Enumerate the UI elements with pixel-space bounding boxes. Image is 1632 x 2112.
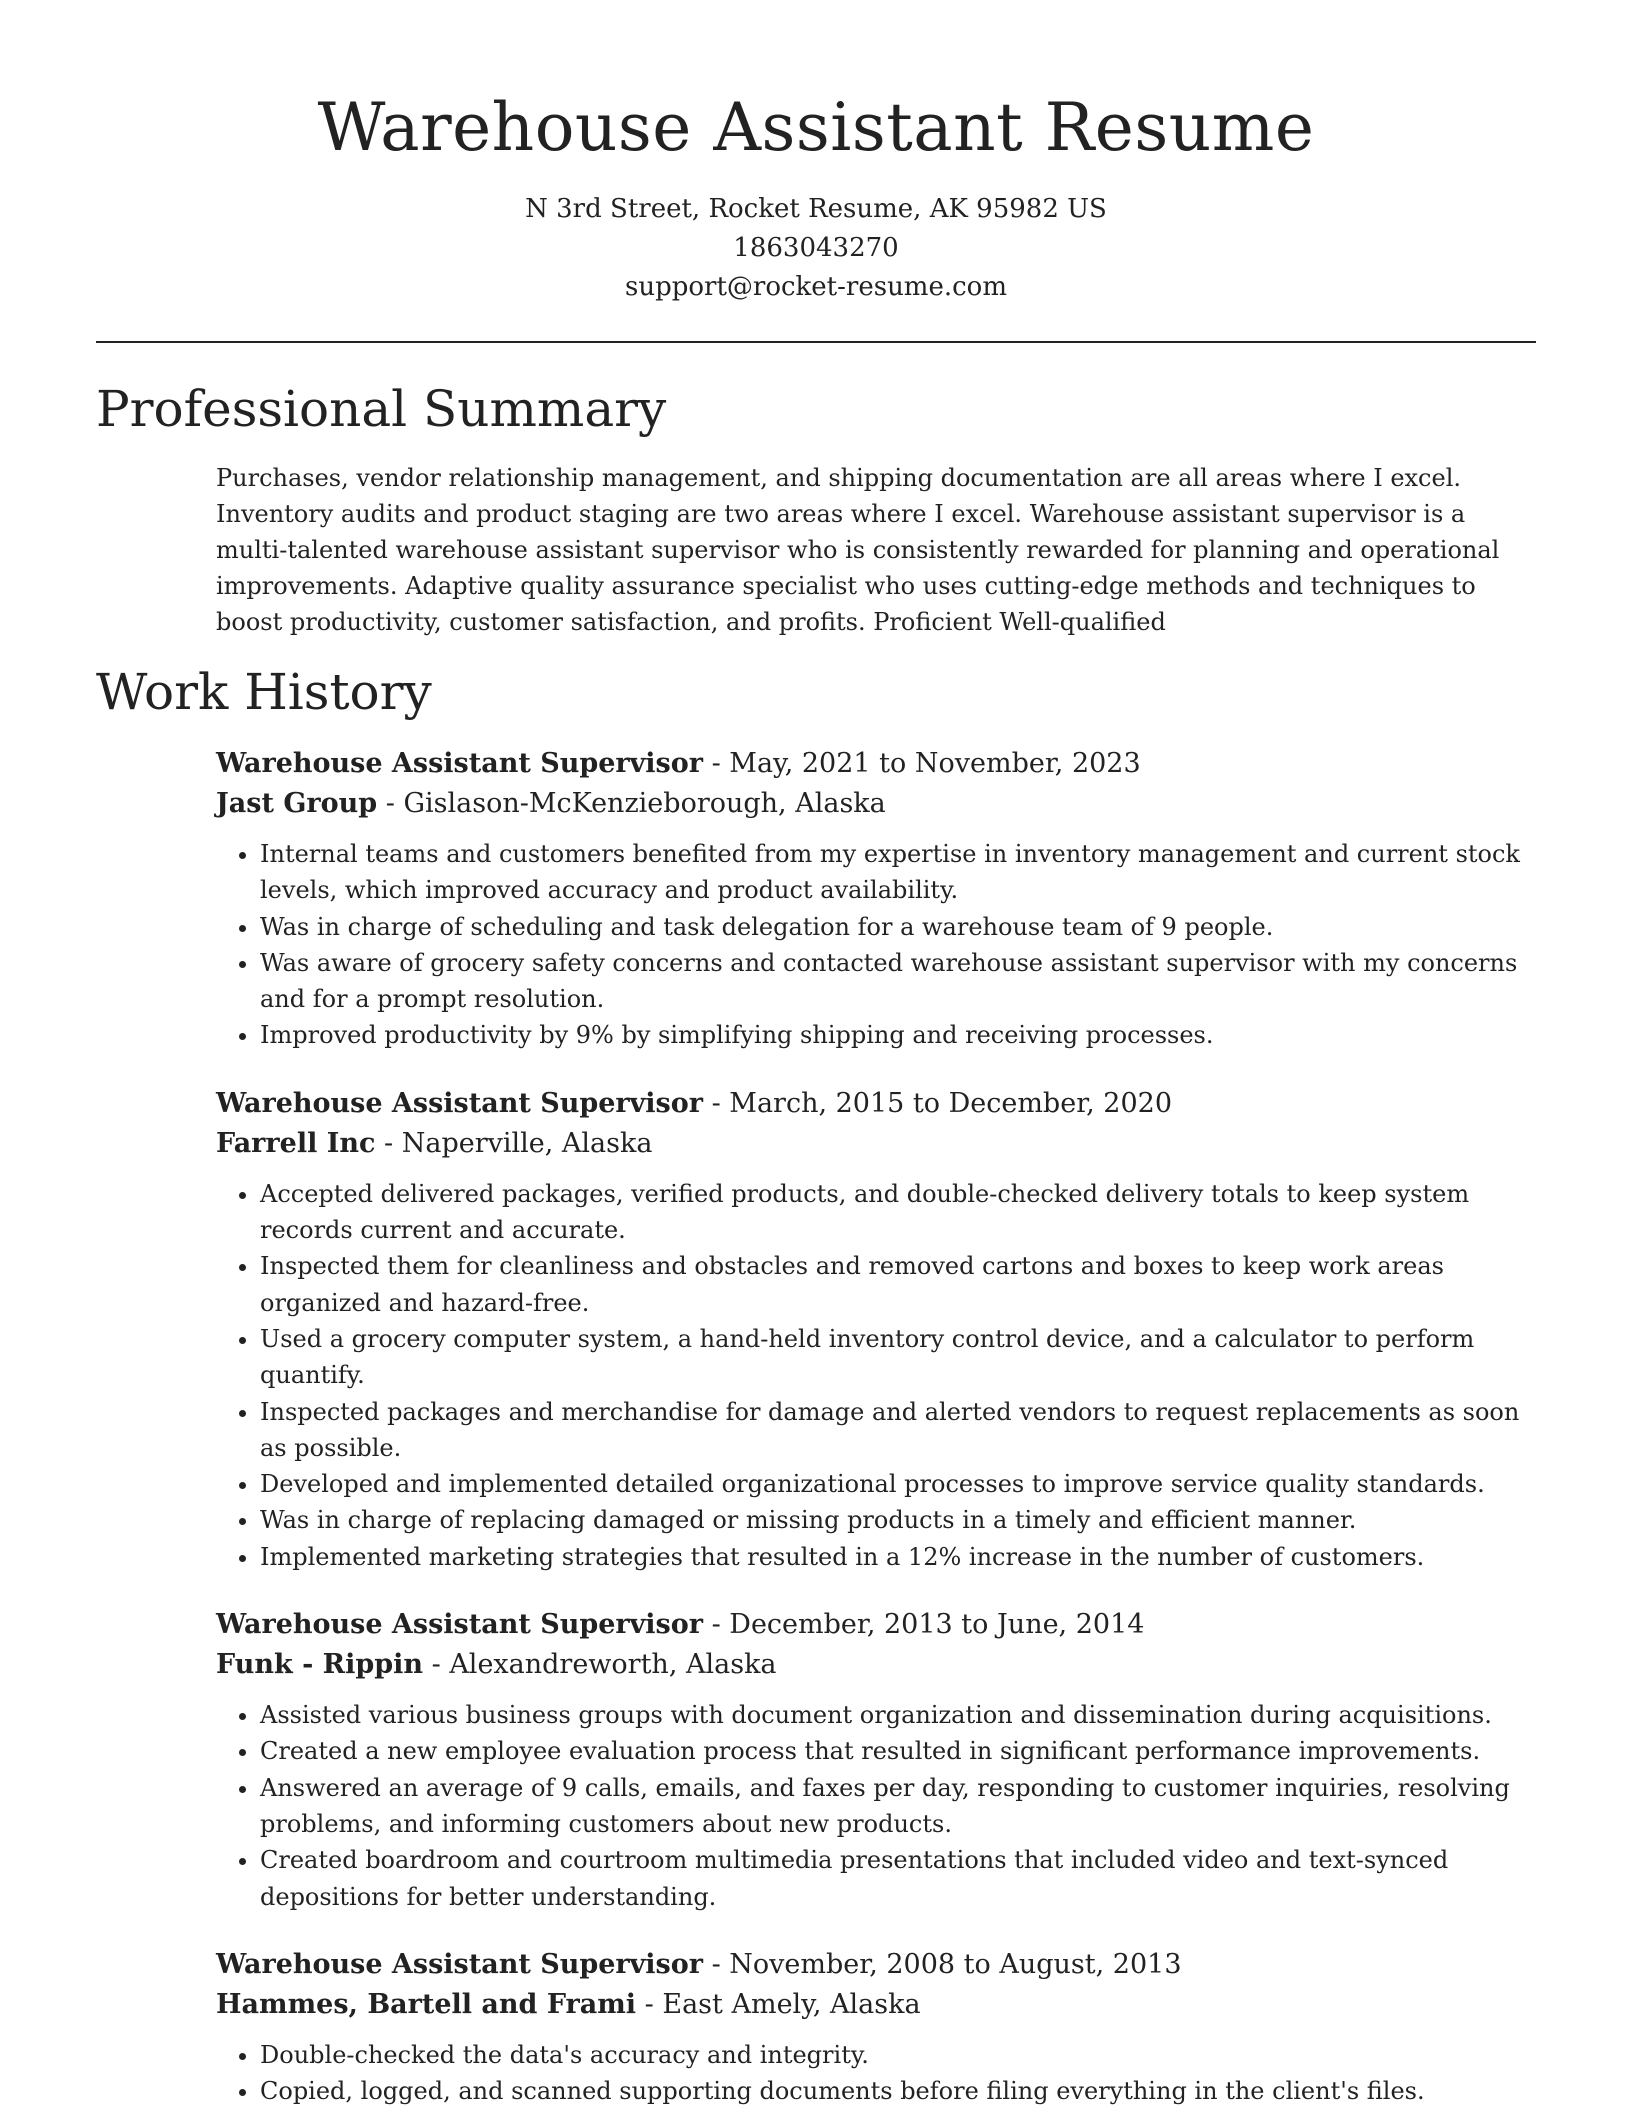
job-role: Warehouse Assistant Supervisor	[216, 1948, 703, 1980]
header-divider	[96, 341, 1536, 343]
job-bullets	[216, 2037, 1536, 2110]
work-history-heading: Work History	[96, 663, 432, 721]
summary-heading: Professional Summary	[96, 380, 667, 438]
job-dates: March, 2015 to December, 2020	[729, 1087, 1173, 1119]
job-bullet: • Internal teams and customers benefited from my expertise in inventory management and current stock levels, which improved accuracy and product availability.	[260, 836, 1536, 909]
job-location: East Amely, Alaska	[662, 1988, 921, 2020]
job-title-line	[216, 744, 1536, 784]
job-separator: -	[375, 1127, 402, 1159]
job-separator: -	[703, 748, 730, 779]
job-role: Warehouse Assistant Supervisor	[216, 1609, 703, 1641]
job-separator: -	[423, 1649, 450, 1681]
job-bullet: • Was aware of grocery safety concerns and contacted warehouse assistant supervisor with my concerns and for a prompt resolution.	[260, 945, 1536, 1018]
job-bullet: • Inspected them for cleanliness and obstacles and removed cartons and boxes to keep work areas organized and hazard-free.	[260, 1248, 1536, 1321]
job-bullet: • Created a new employee evaluation process that resulted in significant performance improvements.	[260, 1733, 1536, 1769]
job-company: Hammes, Bartell and Frami	[216, 1988, 637, 2020]
job-dates: November, 2008 to August, 2013	[729, 1948, 1182, 1980]
job-company-line	[216, 1645, 1536, 1685]
job-bullet: • Inspected packages and merchandise for damage and alerted vendors to request replacements as soon as possible.	[260, 1394, 1536, 1467]
job-title-line	[216, 1084, 1536, 1124]
job-entry	[216, 1084, 1536, 1575]
job-location: Alexandreworth, Alaska	[449, 1649, 777, 1681]
job-title-line	[216, 1945, 1536, 1985]
job-bullet: • Was in charge of replacing damaged or missing products in a timely and efficient manner.	[260, 1502, 1536, 1538]
job-bullet: • Answered an average of 9 calls, emails, and faxes per day, responding to customer inquiries, resolving problems, and informing customers about new products.	[260, 1770, 1536, 1843]
job-dates: December, 2013 to June, 2014	[729, 1609, 1145, 1641]
job-bullet: • Used a grocery computer system, a hand-held inventory control device, and a calculator to perform quantify.	[260, 1321, 1536, 1394]
job-bullet: • Created boardroom and courtroom multimedia presentations that included video and text-synced depositions for better understanding.	[260, 1842, 1536, 1915]
resume-title: Warehouse Assistant Resume	[317, 89, 1315, 166]
job-bullet: • Implemented marketing strategies that resulted in a 12% increase in the number of customers.	[260, 1539, 1536, 1575]
job-company-line	[216, 1985, 1536, 2025]
job-bullets	[216, 1697, 1536, 1915]
job-bullet: • Accepted delivered packages, verified products, and double-checked delivery totals to keep system records current and accurate.	[260, 1176, 1536, 1249]
contact-block	[0, 190, 1632, 307]
job-bullet: • Was in charge of scheduling and task delegation for a warehouse team of 9 people.	[260, 909, 1536, 945]
job-company: Farrell Inc	[216, 1127, 376, 1159]
job-location: Gislason-McKenzieborough, Alaska	[403, 788, 886, 819]
job-bullet: • Copied, logged, and scanned supporting documents before filing everything in the client's files.	[260, 2073, 1536, 2109]
job-role: Warehouse Assistant Supervisor	[216, 748, 703, 779]
job-separator: -	[703, 1948, 730, 1980]
job-entry	[216, 1945, 1536, 2110]
job-bullet: • Developed and implemented detailed organizational processes to improve service quality standards.	[260, 1466, 1536, 1502]
contact-email: support@rocket-resume.com	[624, 272, 1007, 302]
job-company-line	[216, 784, 1536, 824]
job-company-line	[216, 1124, 1536, 1164]
job-role: Warehouse Assistant Supervisor	[216, 1087, 703, 1119]
job-title-line	[216, 1605, 1536, 1645]
contact-address: N 3rd Street, Rocket Resume, AK 95982 US	[525, 194, 1107, 224]
job-bullets	[216, 836, 1536, 1054]
job-separator: -	[703, 1087, 730, 1119]
job-bullets	[216, 1176, 1536, 1575]
job-list	[216, 744, 1536, 2112]
job-bullet: • Double-checked the data's accuracy and integrity.	[260, 2037, 1536, 2073]
job-dates: May, 2021 to November, 2023	[729, 748, 1141, 779]
job-location: Naperville, Alaska	[401, 1127, 653, 1159]
resume-header	[0, 0, 1632, 307]
summary-text: Purchases, vendor relationship management, and shipping documentation are all areas where I excel. Inventory audits and product staging are two areas where I excel. Warehouse assistant supervisor is a multi-talented warehouse assistant supervisor who is consistently rewarded for planning and operational improvements. Adaptive quality assurance specialist who uses cutting-edge methods and techniques to boost productivity, customer satisfaction, and profits. Proficient Well-qualified	[216, 464, 1500, 636]
contact-phone: 1863043270	[733, 233, 899, 263]
job-company: Jast Group	[216, 788, 378, 819]
job-bullet: • Improved productivity by 9% by simplifying shipping and receiving processes.	[260, 1017, 1536, 1053]
job-entry	[216, 744, 1536, 1054]
job-separator: -	[703, 1609, 730, 1641]
job-entry	[216, 1605, 1536, 1915]
job-company: Funk - Rippin	[216, 1649, 424, 1681]
job-separator: -	[377, 788, 404, 819]
job-separator: -	[636, 1988, 663, 2020]
job-bullet: • Assisted various business groups with document organization and dissemination during acquisitions.	[260, 1697, 1536, 1733]
